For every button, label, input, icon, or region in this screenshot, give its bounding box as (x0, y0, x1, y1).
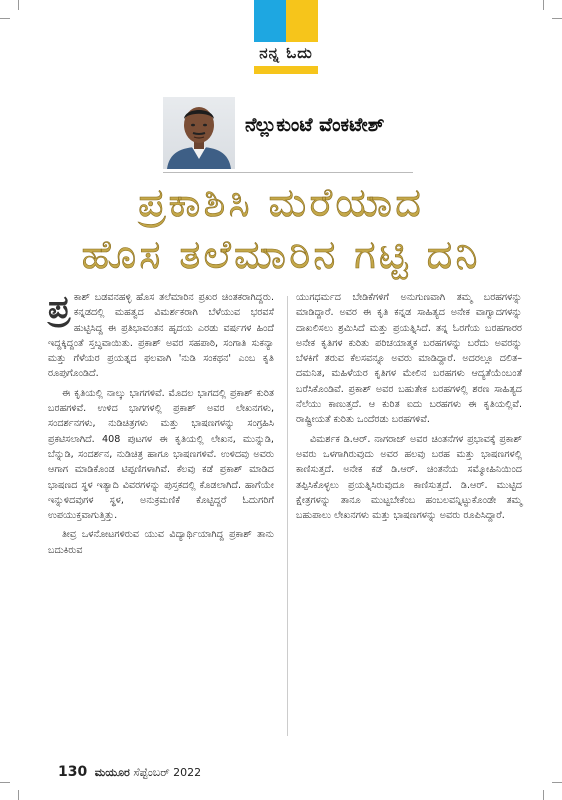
column-divider (287, 296, 288, 736)
crop-mark-bl-h (0, 782, 10, 783)
author-photo (163, 97, 235, 169)
column-logo (254, 0, 318, 76)
crop-mark-tl-v (18, 0, 19, 10)
page-footer (58, 764, 201, 780)
crop-mark-bl-v (18, 790, 19, 800)
body-paragraph (48, 290, 274, 382)
crop-mark-tl-h (0, 18, 10, 19)
body-column-left (48, 290, 274, 562)
drop-cap: ಪ್ರ (48, 288, 70, 326)
author-divider (163, 172, 413, 173)
author-name: ನೆಲ್ಲುಕುಂಟೆ ವೆಂಕಟೇಶ್ (245, 114, 385, 136)
body-paragraph: ಯುಗಧರ್ಮದ ಬೇಡಿಕೆಗಳಿಗೆ ಅನುಗುಣವಾಗಿ ತಮ್ಮ ಬರಹಗಳನ್ನು ಮಾಡಿದ್ದಾರೆ. ಅವರ ಈ ಕೃತಿ ಕನ್ನಡ ಸಾಹಿತ್ಯದ ಅನೇಕ ವಾಗ್ವಾದಗಳನ್ನು ದಾಖಲಿಸಲು ಶ್ರಮಿಸಿದೆ ಮತ್ತು ಪ್ರಯತ್ನಿಸಿದೆ. ತನ್ನ ಓರಗೆಯ ಬರಹಗಾರರ ಅನೇಕ ಕೃತಿಗಳ ಕುರಿತು ಪರಿಚಯಾತ್ಮಕ ಬರಹಗಳನ್ನು ಬರೆದು ಅವರನ್ನು ಬೆಳಕಿಗೆ ತರುವ ಕೆಲಸವನ್ನೂ ಅವರು ಮಾಡಿದ್ದಾರೆ. ಅದರಲ್ಲೂ ದಲಿತ–ದಮನಿತ, ಮಹಿಳೆಯರ ಕೃತಿಗಳ ಮೇಲಿನ ಬರಹಗಳು ಆದ್ಯತೆಯೆಂಬಂತೆ ಬರೆಸಿಕೊಂಡಿವೆ. ಪ್ರಕಾಶ್ ಅವರ ಬಹುತೇಕ ಬರಹಗಳಲ್ಲಿ ಶರಣ ಸಾಹಿತ್ಯದ ನೆಲೆಯು ಕಾಣುತ್ತದೆ. ಆ ಕುರಿತ ಐದು ಬರಹಗಳು ಈ ಕೃತಿಯಲ್ಲಿವೆ. ರಾಷ್ಟ್ರೀಯತೆ ಕುರಿತು ಒಂದೆರಡು ಬರಹಗಳಿವೆ. (296, 292, 522, 426)
body-paragraph: ವಿಮರ್ಶಕ ಡಿ.ಆರ್. ನಾಗರಾಜ್ ಅವರ ಚಿಂತನೆಗಳ ಪ್ರಭಾವಕ್ಕೆ ಪ್ರಕಾಶ್ ಅವರು ಒಳಗಾಗಿರುವುದು ಅವರ ಹಲವು ಬರಹ ಮತ್ತು ಭಾಷಣಗಳಲ್ಲಿ ಕಾಣಿಸುತ್ತದೆ. ಅನೇಕ ಕಡೆ ಡಿ.ಆರ್. ಚಿಂತನೆಯ ಸಮ್ಮೋಹಿನಿಯಿಂದ ತಪ್ಪಿಸಿಕೊಳ್ಳಲು ಪ್ರಯತ್ನಿಸಿರುವುದೂ ಕಾಣಿಸುತ್ತದೆ. ಡಿ.ಆರ್. ಮುಟ್ಟಿದ ಕ್ಷೇತ್ರಗಳನ್ನು ತಾನೂ ಮುಟ್ಟಬೇಕೆಂಬ ಹಂಬಲವನ್ನಿಟ್ಟುಕೊಂಡೇ ತಮ್ಮ ಬಹುಪಾಲು ಲೇಖನಗಳು ಮತ್ತು ಭಾಷಣಗಳನ್ನು ಅವರು ರೂಪಿಸಿದ್ದಾರೆ. (296, 433, 522, 522)
headline-line-1: ಪ್ರಕಾಶಿಸಿ ಮರೆಯಾದ (138, 180, 424, 226)
magazine-name: ಮಯೂರ (94, 766, 130, 779)
body-column-right (296, 290, 522, 527)
logo-blue-block (254, 0, 286, 42)
body-paragraph: ಈ ಕೃತಿಯಲ್ಲಿ ನಾಲ್ಕು ಭಾಗಗಳಿವೆ. ಮೊದಲ ಭಾಗದಲ್ಲಿ ಪ್ರಕಾಶ್ ಕುರಿತ ಬರಹಗಳಿವೆ. ಉಳಿದ ಭಾಗಗಳಲ್ಲಿ ಪ್ರಕಾಶ್ ಅವರ ಲೇಖನಗಳು, ಸಂದರ್ಶನಗಳು, ನುಡಿಚಿತ್ರಗಳು ಮತ್ತು ಭಾಷಣಗಳನ್ನು ಸಂಗ್ರಹಿಸಿ ಪ್ರಕಟಿಸಲಾಗಿದೆ. 408 ಪುಟಗಳ ಈ ಕೃತಿಯಲ್ಲಿ ಲೇಖನ, ಮುನ್ನುಡಿ, ಬೆನ್ನುಡಿ, ಸಂದರ್ಶನ, ನುಡಿಚಿತ್ರ ಹಾಗೂ ಭಾಷಣಗಳಿವೆ. ಉಳಿದವು ಅವರು ಆಗಾಗ ಮಾಡಿಕೊಂಡ ಟಿಪ್ಪಣಿಗಳಾಗಿವೆ. ಕೆಲವು ಕಡೆ ಪ್ರಕಾಶ್ ಮಾಡಿದ ಭಾಷಣದ ಸ್ಥಳ ಇತ್ಯಾದಿ ವಿವರಗಳನ್ನು ಪುಸ್ತಕದಲ್ಲಿ ಕೊಡಲಾಗಿದೆ. ಹಾಗೆಯೇ ಇನ್ನುಳಿದವುಗಳ ಸ್ಥಳ, ಅನುಕ್ರಮಣಿಕೆ ಕೊಟ್ಟಿದ್ದರೆ ಓದುಗರಿಗೆ ಉಪಯುಕ್ತವಾಗುತ್ತಿತ್ತು. (48, 387, 274, 522)
crop-mark-tr-v (543, 0, 544, 10)
headline-line-2: ಹೊಸ ತಲೆಮಾರಿನ ಗಟ್ಟಿ ದನಿ (81, 232, 481, 278)
page-number: 130 (58, 764, 88, 780)
crop-mark-br-h (552, 782, 562, 783)
logo-yellow-block (286, 0, 318, 42)
column-title: ನನ್ನ ಓದು (259, 44, 313, 62)
issue-date: ಸೆಪ್ಟೆಂಬರ್ 2022 (133, 766, 202, 779)
crop-mark-tr-h (552, 18, 562, 19)
logo-underline-bar (254, 66, 318, 74)
body-paragraph: ತೀವ್ರ ಒಳನೋಟಗಳಿರುವ ಯುವ ವಿದ್ಯಾರ್ಥಿಯಾಗಿದ್ದ ಪ್ರಕಾಶ್ ತಾನು ಬದುಕಿರುವ (48, 529, 274, 556)
crop-mark-br-v (543, 790, 544, 800)
paragraph-text: ಕಾಶ್ ಬಡವನಹಳ್ಳಿ ಹೊಸ ತಲೆಮಾರಿನ ಪ್ರಖರ ಚಿಂತಕರಾಗಿದ್ದರು. ಕನ್ನಡದಲ್ಲಿ ಮಹತ್ವದ ವಿಮರ್ಶಕರಾಗಿ ಬೆಳೆಯುವ ಭರವಸೆ ಹುಟ್ಟಿಸಿದ್ದ ಈ ಪ್ರತಿಭಾವಂತನ ಹೃದಯ ಎರಡು ವರ್ಷಗಳ ಹಿಂದೆ ಇದ್ದಕ್ಕಿದ್ದಂತೆ ಸ್ತಬ್ಧವಾಯಿತು. ಪ್ರಕಾಶ್ ಅವರ ಸಹಪಾಠಿ, ಸಂಗಾತಿ ಸುಕನ್ಯಾ ಮತ್ತು ಗೆಳೆಯರ ಪ್ರಯತ್ನದ ಫಲವಾಗಿ 'ನುಡಿ ಸಂಕಥನ' ಎಂಬ ಕೃತಿ ರೂಪುಗೊಂಡಿದೆ. (48, 292, 274, 380)
